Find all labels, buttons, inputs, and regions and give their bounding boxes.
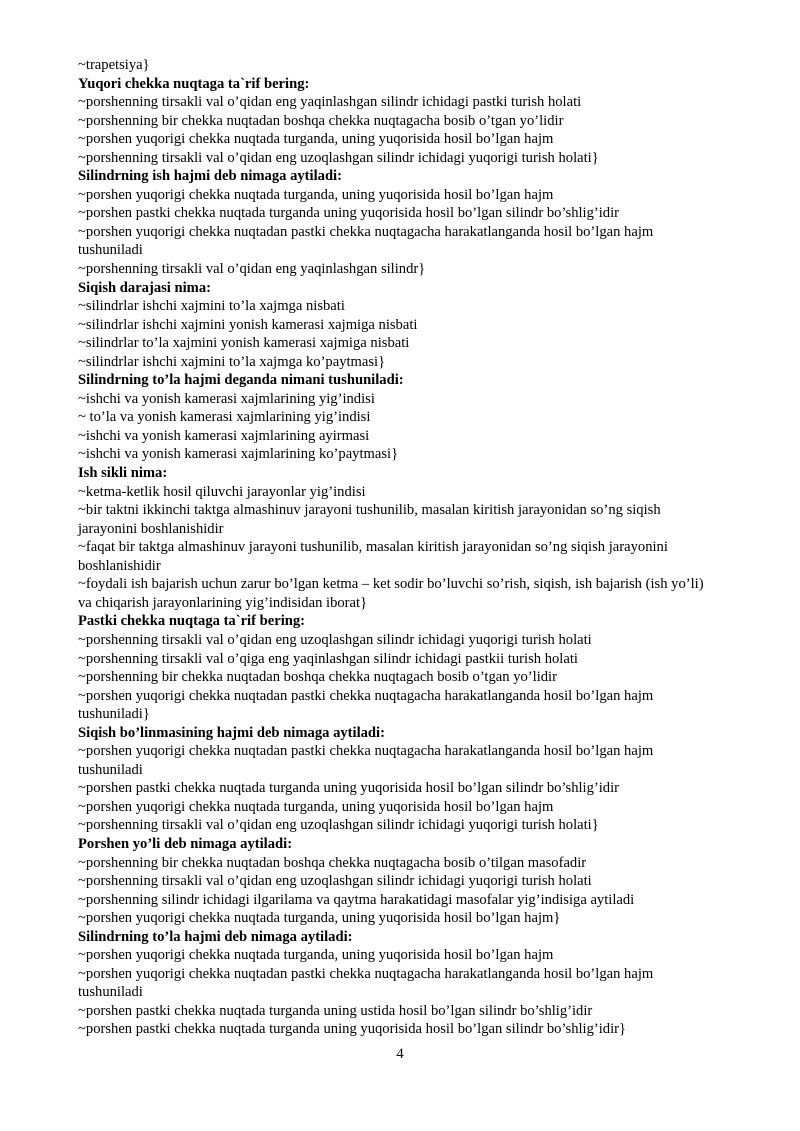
answer-line: ~porshenning silindr ichidagi ilgarilama va qaytma harakatidagi masofalar yig’indisiga aytiladi: [78, 891, 635, 908]
question-heading: Ish sikli nima:: [78, 465, 168, 482]
answer-line: ~trapetsiya}: [78, 57, 150, 73]
answer-line: ~porshenning bir chekka nuqtadan boshqa chekka nuqtagacha bosib o’tgan yo’lidir: [78, 112, 564, 129]
question-heading: Siqish bo’linmasining hajmi deb nimaga aytiladi:: [78, 724, 385, 741]
answer-line: ~porshenning tirsakli val o’qidan eng yaqinlashgan silindr ichidagi pastki turish holati: [78, 94, 582, 111]
question-heading: Porshen yo’li deb nimaga aytiladi:: [78, 835, 293, 852]
answer-line: ~porshen yuqorigi chekka nuqtada turganda, uning yuqorisida hosil bo’lgan hajm: [78, 947, 554, 964]
answer-line: ~porshen yuqorigi chekka nuqtadan pastki chekka nuqtagacha harakatlanganda hosil bo’lgan hajm tushuniladi}: [78, 687, 654, 723]
answer-line: ~ to’la va yonish kamerasi xajmlarining yig’indisi: [78, 409, 371, 426]
answer-line: ~porshenning tirsakli val o’qidan eng yaqinlashgan silindr}: [78, 261, 426, 278]
question-heading: Silindrning to’la hajmi deganda nimani tushuniladi:: [78, 372, 404, 389]
answer-line: ~ishchi va yonish kamerasi xajmlarining ko’paytmasi}: [78, 446, 399, 463]
question-heading: Silindrning ish hajmi deb nimaga aytiladi:: [78, 168, 342, 185]
answer-line: ~ishchi va yonish kamerasi xajmlarining yig’indisi: [78, 390, 375, 407]
answer-line: ~porshen yuqorigi chekka nuqtadan pastki chekka nuqtagacha harakatlanganda hosil bo’lgan hajm tushuniladi: [78, 743, 654, 778]
answer-line: ~foydali ish bajarish uchun zarur bo’lgan ketma – ket sodir bo’luvchi so’rish, siqish, ish bajarish (ish yo’li) va chiqarish jarayonlarining yig’indisidan iborat}: [78, 576, 704, 611]
answer-line: ~porshen yuqorigi chekka nuqtada turganda, uning yuqorisida hosil bo’lgan hajm: [78, 798, 554, 815]
answer-line: ~ketma-ketlik hosil qiluvchi jarayonlar yig’indisi: [78, 483, 366, 500]
answer-line: ~porshen pastki chekka nuqtada turganda uning yuqorisida hosil bo’lgan silindr bo’shlig’idir}: [78, 1021, 627, 1038]
answer-line: ~silindrlar to’la xajmini yonish kamerasi xajmiga nisbati: [78, 335, 410, 352]
answer-line: ~porshen yuqorigi chekka nuqtadan pastki chekka nuqtagacha harakatlanganda hosil bo’lgan hajm tushuniladi: [78, 223, 654, 259]
answer-line: ~silindrlar ishchi xajmini to’la xajmga ko’paytmasi}: [78, 353, 386, 370]
question-heading: Siqish darajasi nima:: [78, 279, 211, 296]
document-page: [78, 56, 718, 1039]
answer-line: ~porshen pastki chekka nuqtada turganda uning yuqorisida hosil bo’lgan silindr bo’shlig’idir: [78, 780, 620, 797]
answer-line: ~porshenning tirsakli val o’qidan eng uzoqlashgan silindr ichidagi yuqorigi turish holati}: [78, 149, 599, 166]
answer-line: ~ishchi va yonish kamerasi xajmlarining ayirmasi: [78, 427, 370, 444]
answer-line: ~porshenning bir chekka nuqtadan boshqa chekka nuqtagacha bosib o’tilgan masofadir: [78, 854, 587, 871]
question-heading: Yuqori chekka nuqtaga ta`rif bering:: [78, 75, 310, 92]
answer-line: ~porshen yuqorigi chekka nuqtadan pastki chekka nuqtagacha harakatlanganda hosil bo’lgan hajm tushuniladi: [78, 965, 654, 1001]
answer-line: ~silindrlar ishchi xajmini to’la xajmga nisbati: [78, 298, 345, 315]
answer-line: ~porshen yuqorigi chekka nuqtada turganda, uning yuqorisida hosil bo’lgan hajm}: [78, 910, 561, 927]
answer-line: ~porshen pastki chekka nuqtada turganda uning ustida hosil bo’lgan silindr bo’shlig’idir: [78, 1002, 593, 1019]
answer-line: ~porshen pastki chekka nuqtada turganda uning yuqorisida hosil bo’lgan silindr bo’shlig’idir: [78, 205, 620, 222]
question-heading: Silindrning to’la hajmi deb nimaga aytiladi:: [78, 928, 353, 945]
page-number: 4: [396, 1046, 404, 1062]
answer-line: ~porshenning tirsakli val o’qidan eng uzoqlashgan silindr ichidagi yuqorigi turish holati: [78, 631, 592, 648]
answer-line: ~porshen yuqorigi chekka nuqtada turganda, uning yuqorisida hosil bo’lgan hajm: [78, 186, 554, 203]
question-heading: Pastki chekka nuqtaga ta`rif bering:: [78, 613, 306, 630]
answer-line: ~porshenning bir chekka nuqtadan boshqa chekka nuqtagach bosib o’tgan yo’lidir: [78, 669, 557, 686]
answer-line: ~bir taktni ikkinchi taktga almashinuv jarayoni tushunilib, masalan kiritish jarayonidan so’ng siqish jarayonini boshlanishidir: [78, 502, 661, 537]
answer-line: ~porshen yuqorigi chekka nuqtada turganda, uning yuqorisida hosil bo’lgan hajm: [78, 131, 554, 148]
answer-line: ~porshenning tirsakli val o’qidan eng uzoqlashgan silindr ichidagi yuqorigi turish holati}: [78, 817, 599, 834]
answer-line: ~faqat bir taktga almashinuv jarayoni tushunilib, masalan kiritish jarayonidan so’ng siqish jarayonini boshlanishidir: [78, 539, 668, 574]
answer-line: ~silindrlar ishchi xajmini yonish kamerasi xajmiga nisbati: [78, 316, 418, 333]
answer-line: ~porshenning tirsakli val o’qiga eng yaqinlashgan silindr ichidagi pastkii turish holati: [78, 650, 578, 667]
answer-line: ~porshenning tirsakli val o’qidan eng uzoqlashgan silindr ichidagi yuqorigi turish holati: [78, 873, 592, 890]
